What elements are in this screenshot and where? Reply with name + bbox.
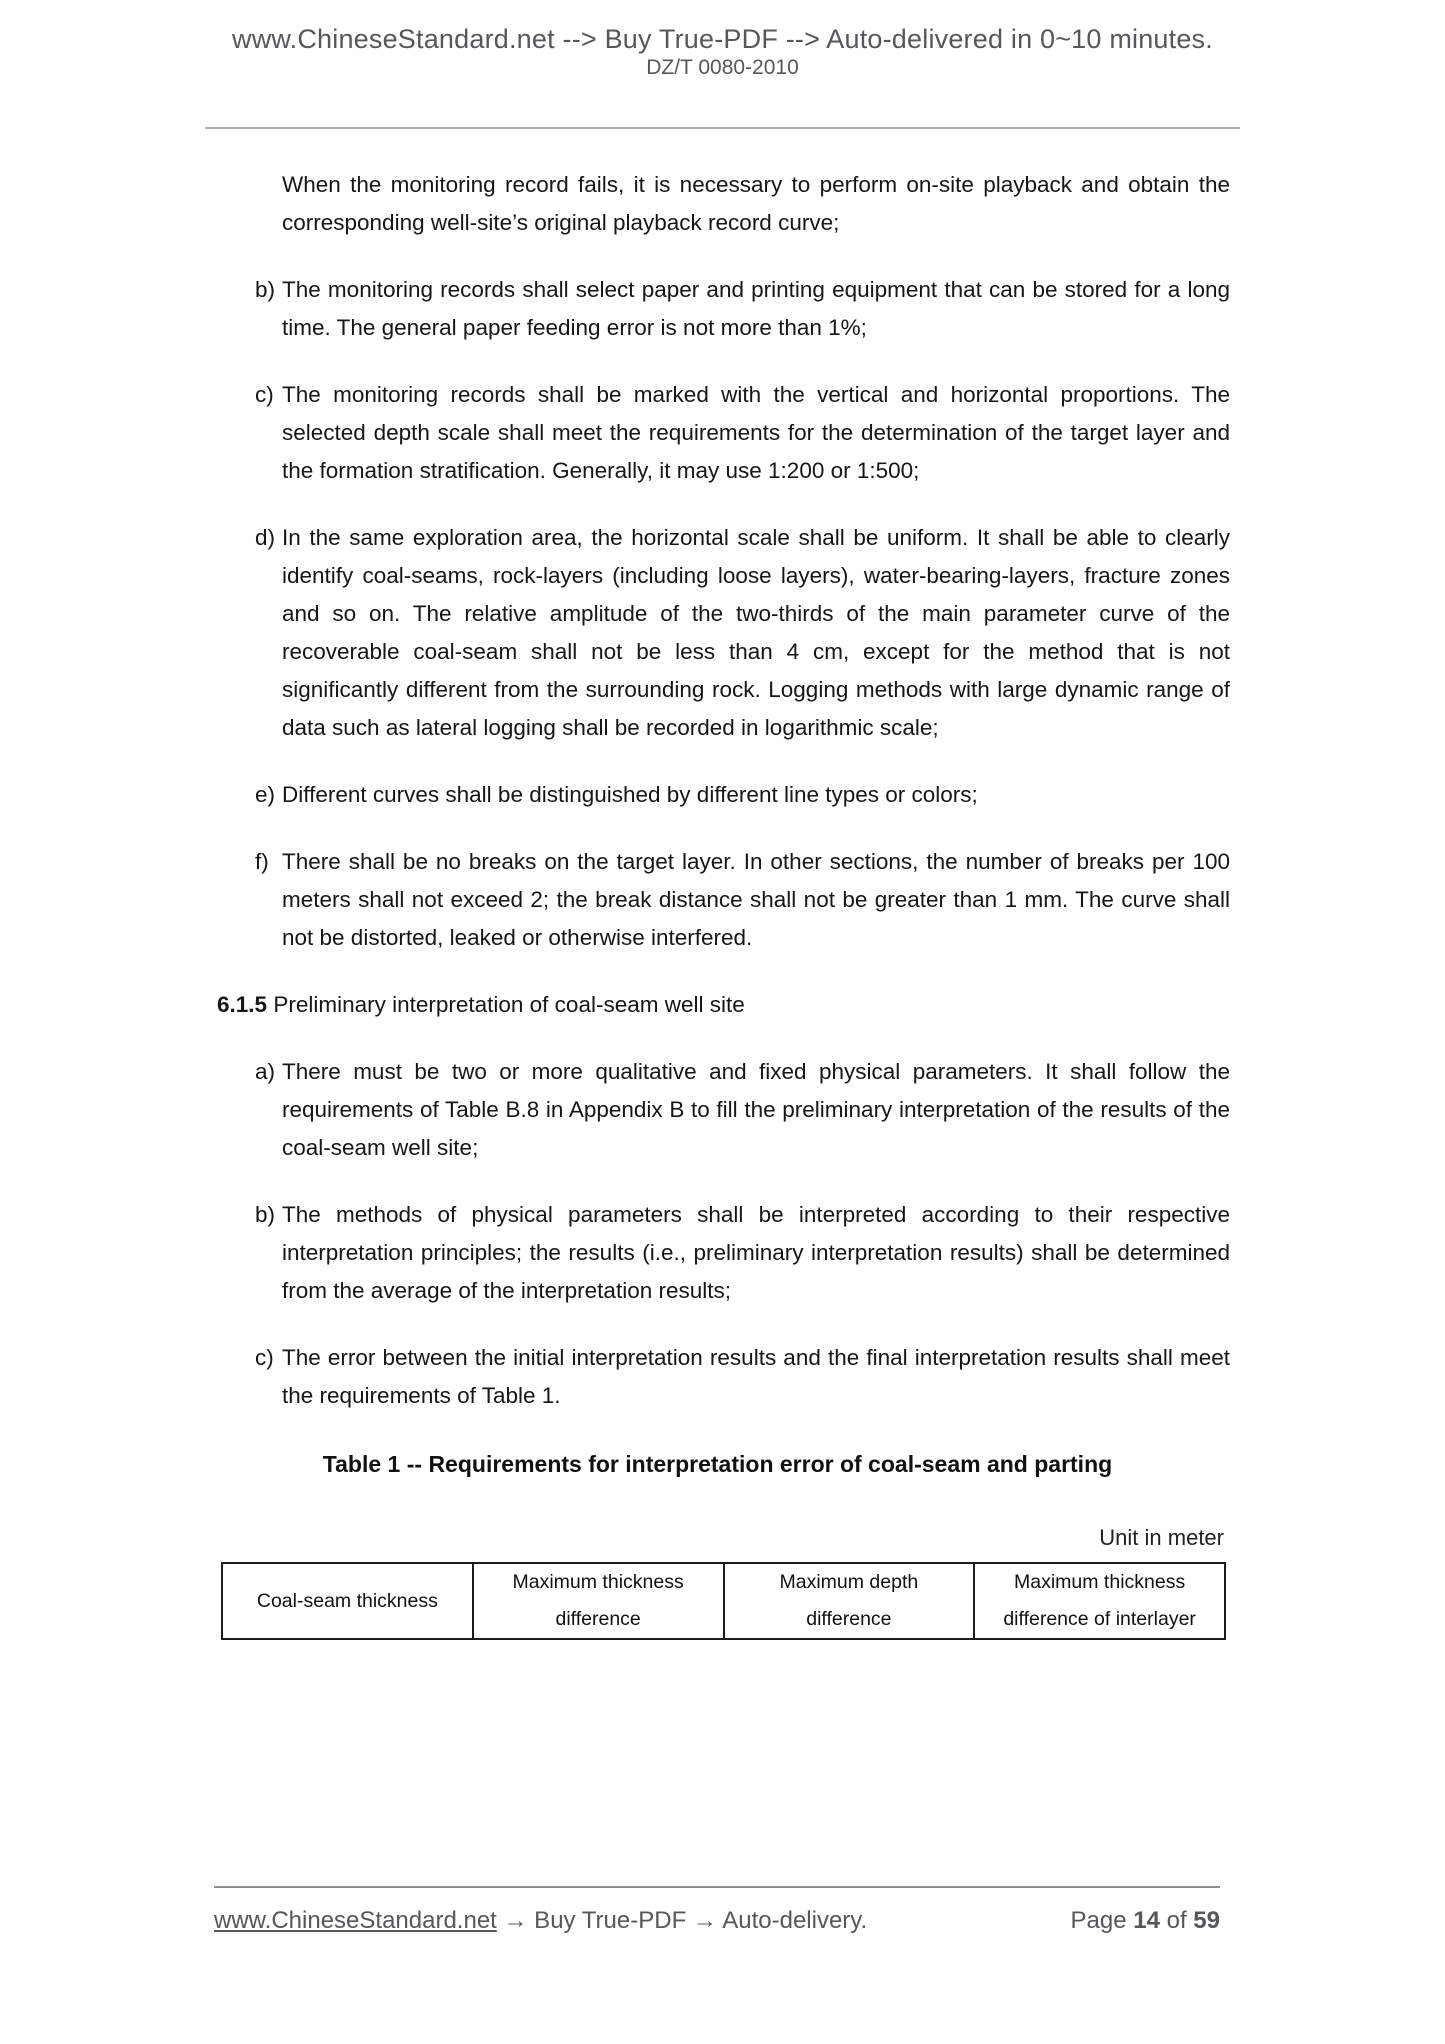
- list-item-e: [205, 776, 1230, 814]
- list-item-text: There shall be no breaks on the target layer. In other sections, the number of breaks per 100 meters shall not exceed 2; the break distance shall not be greater than 1 mm. The curve shall not be distorted, leaked or otherwise interfered.: [282, 849, 1230, 950]
- list-item-text: The monitoring records shall be marked with the vertical and horizontal proportions. The selected depth scale shall meet the requirements for the determination of the target layer and the formation stratification. Generally, it may use 1:200 or 1:500;: [282, 382, 1230, 483]
- list-item-text: Different curves shall be distinguished by different line types or colors;: [282, 782, 978, 807]
- list-marker: b): [255, 277, 276, 302]
- list-item-b: [205, 271, 1230, 347]
- page-footer: [214, 1904, 1220, 1938]
- list-item-text: In the same exploration area, the horizontal scale shall be uniform. It shall be able to clearly identify coal-seams, rock-layers (including loose layers), water-bearing-layers, fracture zones and so on. The relative amplitude of the two-thirds of the main parameter curve of the recoverable coal-seam shall not be less than 4 cm, except for the method that is not significantly different from the surrounding rock. Logging methods with large dynamic range of data such as lateral logging shall be recorded in logarithmic scale;: [282, 525, 1230, 740]
- section-number: 6.1.5: [217, 992, 268, 1017]
- of-label: of: [1166, 1907, 1187, 1934]
- header-divider: [205, 127, 1240, 129]
- intro-paragraph: When the monitoring record fails, it is necessary to perform on-site playback and obtain the corresponding well-site’s original playback record curve;: [282, 172, 1230, 235]
- list-item-b2: [205, 1196, 1230, 1310]
- list-marker: a): [255, 1059, 276, 1084]
- list-marker: d): [255, 525, 276, 550]
- list-marker: f): [255, 849, 269, 874]
- list-item-d: [205, 519, 1230, 747]
- page-label: Page: [1070, 1907, 1127, 1934]
- table-header-cell: Maximum thickness difference of interlayer: [974, 1563, 1225, 1639]
- list-item-c: [205, 376, 1230, 490]
- list-item-c2: [205, 1339, 1230, 1415]
- list-marker: b): [255, 1202, 276, 1227]
- section-title: Preliminary interpretation of coal-seam well site: [273, 992, 745, 1017]
- section-heading-6-1-5: [217, 986, 1230, 1024]
- list-marker: c): [255, 1345, 274, 1370]
- list-item-a2: [205, 1053, 1230, 1167]
- page-total: 59: [1193, 1907, 1220, 1934]
- table-header-row: [222, 1563, 1225, 1639]
- table-header-cell: Coal-seam thickness: [222, 1563, 473, 1639]
- document-body: [205, 166, 1230, 1640]
- footer-tagline: → Buy True-PDF → Auto-delivery.: [503, 1907, 868, 1934]
- table-header-cell: Maximum thickness difference: [473, 1563, 724, 1639]
- list-item-text: The methods of physical parameters shall be interpreted according to their respective interpretation principles; the results (i.e., preliminary interpretation results) shall be determined from the average of the interpretation results;: [282, 1202, 1230, 1303]
- list-item-text: There must be two or more qualitative and fixed physical parameters. It shall follow the requirements of Table B.8 in Appendix B to fill the preliminary interpretation of the results of the coal-seam well site;: [282, 1059, 1230, 1160]
- table-unit-note: Unit in meter: [1099, 1525, 1224, 1550]
- list-marker: e): [255, 782, 276, 807]
- page-current: 14: [1133, 1907, 1160, 1934]
- page-header-banner: www.ChineseStandard.net --> Buy True-PDF --> Auto-delivered in 0~10 minutes.: [232, 24, 1213, 54]
- footer-page-indicator: [1071, 1904, 1221, 1938]
- document-number: DZ/T 0080-2010: [646, 56, 799, 79]
- footer-left: [214, 1904, 867, 1938]
- list-marker: c): [255, 382, 274, 407]
- footer-website-link[interactable]: www.ChineseStandard.net: [214, 1907, 497, 1934]
- list-item-text: The error between the initial interpretation results and the final interpretation results shall meet the requirements of Table 1.: [282, 1345, 1230, 1408]
- list-item-text: The monitoring records shall select paper and printing equipment that can be stored for a long time. The general paper feeding error is not more than 1%;: [282, 277, 1230, 340]
- table-1: [221, 1562, 1226, 1640]
- footer-divider: [214, 1886, 1220, 1888]
- table-header-cell: Maximum depth difference: [724, 1563, 975, 1639]
- table-1-title: Table 1 -- Requirements for interpretation error of coal-seam and parting: [322, 1451, 1113, 1477]
- list-item-f: [205, 843, 1230, 957]
